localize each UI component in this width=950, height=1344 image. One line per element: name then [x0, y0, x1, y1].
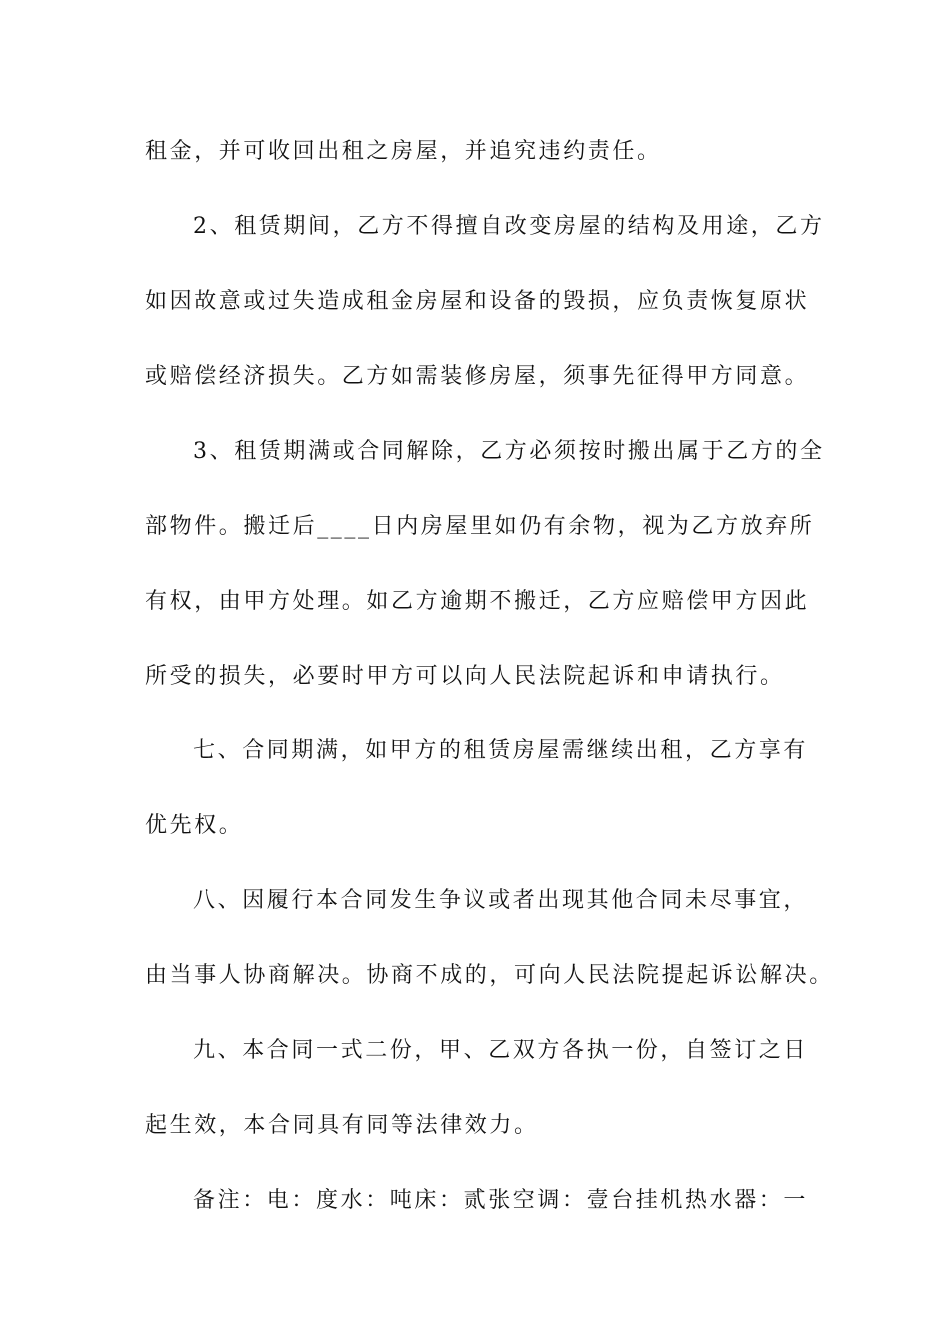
paragraph-6-line-0	[0, 1181, 950, 1221]
paragraph-3-line-0	[0, 731, 950, 771]
text-line: 优先权。	[145, 813, 244, 838]
text-line: 如因故意或过失造成租金房屋和设备的毁损，应负责恢复原状	[145, 289, 810, 314]
paragraph-3-line-1	[0, 806, 950, 846]
paragraph-0-line-0	[0, 132, 950, 172]
paragraph-5-line-0	[0, 1031, 950, 1071]
text-line: 由当事人协商解决。协商不成的，可向人民法院提起诉讼解决。	[145, 963, 834, 988]
text-line: 备注：电：度水：吨床：贰张空调：壹台挂机热水器：一	[193, 1188, 809, 1213]
paragraph-2-line-1	[0, 507, 950, 547]
paragraph-4-line-0	[0, 881, 950, 921]
text-line: 所受的损失，必要时甲方可以向人民法院起诉和申请执行。	[145, 664, 785, 689]
paragraph-2-line-2	[0, 582, 950, 622]
text-line: 租金，并可收回出租之房屋，并追究违约责任。	[145, 139, 662, 164]
text-line: 或赔偿经济损失。乙方如需装修房屋，须事先征得甲方同意。	[145, 364, 810, 389]
text-line: 八、因履行本合同发生争议或者出现其他合同未尽事宜，	[193, 888, 809, 913]
text-line: 3、租赁期满或合同解除，乙方必须按时搬出属于乙方的全	[193, 439, 825, 464]
text-line: 起生效，本合同具有同等法律效力。	[145, 1113, 539, 1138]
paragraph-2-line-0	[0, 432, 950, 472]
paragraph-5-line-1	[0, 1106, 950, 1146]
text-line: 七、合同期满，如甲方的租赁房屋需继续出租，乙方享有	[193, 738, 809, 763]
paragraph-1-line-1	[0, 282, 950, 322]
paragraph-4-line-1	[0, 956, 950, 996]
paragraph-1-line-2	[0, 357, 950, 397]
paragraph-1-line-0	[0, 207, 950, 247]
text-line: 九、本合同一式二份，甲、乙双方各执一份，自签订之日	[193, 1038, 809, 1063]
text-line: 有权，由甲方处理。如乙方逾期不搬迁，乙方应赔偿甲方因此	[145, 589, 810, 614]
text-line: 部物件。搬迁后____日内房屋里如仍有余物，视为乙方放弃所	[145, 514, 815, 539]
text-line: 2、租赁期间，乙方不得擅自改变房屋的结构及用途，乙方	[193, 214, 825, 239]
paragraph-2-line-3	[0, 657, 950, 697]
